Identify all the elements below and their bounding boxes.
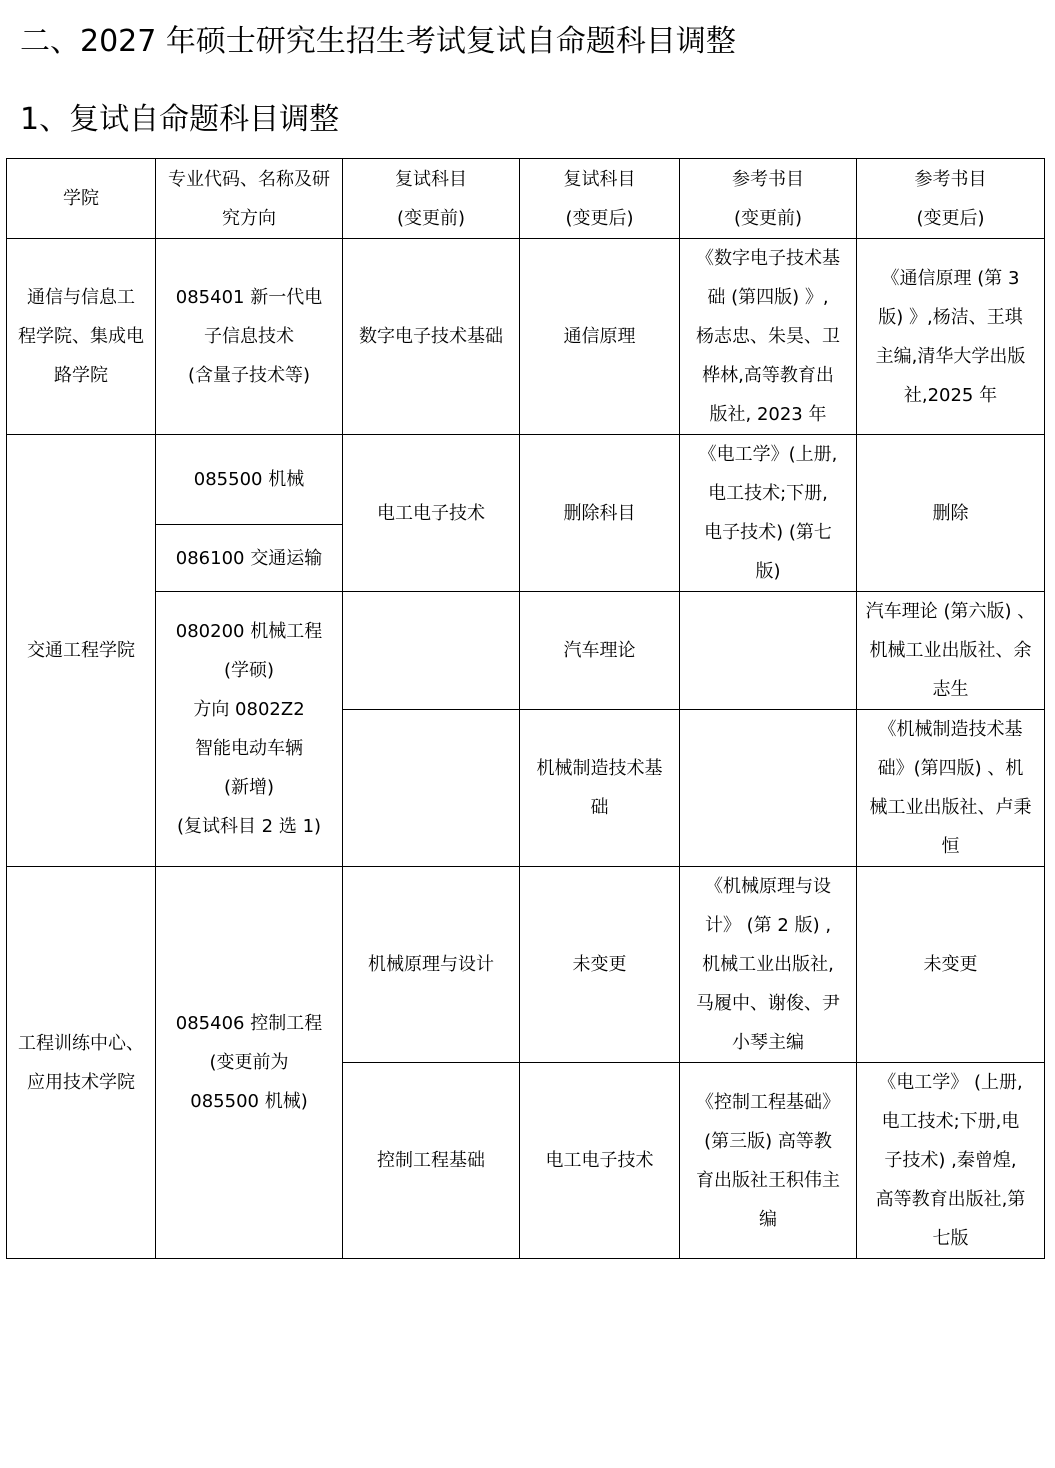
subject-after-cell: 汽车理论 xyxy=(520,592,680,710)
major-cell: 085401 新一代电 子信息技术 (含量子技术等) xyxy=(156,239,343,435)
subject-before-cell: 电工电子技术 xyxy=(343,435,520,592)
subject-before-cell: 机械原理与设计 xyxy=(343,867,520,1063)
table-header-row xyxy=(7,159,1045,239)
header-book-before: 参考书目 (变更前) xyxy=(680,159,857,239)
subject-after-cell: 机械制造技术基 础 xyxy=(520,710,680,867)
subject-after-cell: 未变更 xyxy=(520,867,680,1063)
table-row xyxy=(7,435,1045,525)
table-row xyxy=(7,239,1045,435)
book-before-cell xyxy=(680,710,857,867)
book-before-cell: 《数字电子技术基 础 (第四版) 》, 杨志忠、朱昊、卫 桦林,高等教育出 版社, 2023 年 xyxy=(680,239,857,435)
book-before-cell xyxy=(680,592,857,710)
subject-before-cell xyxy=(343,592,520,710)
book-after-cell: 汽车理论 (第六版) 、 机械工业出版社、余 志生 xyxy=(857,592,1045,710)
adjustment-table xyxy=(6,158,1045,1259)
subject-after-cell: 通信原理 xyxy=(520,239,680,435)
major-cell: 086100 交通运输 xyxy=(156,525,343,592)
major-cell: 085500 机械 xyxy=(156,435,343,525)
table-row xyxy=(7,592,1045,710)
major-cell: 080200 机械工程 (学硕) 方向 0802Z2 智能电动车辆 (新增) (复试科目 2 选 1) xyxy=(156,592,343,867)
header-major: 专业代码、名称及研 究方向 xyxy=(156,159,343,239)
subject-after-cell: 删除科目 xyxy=(520,435,680,592)
subject-after-cell: 电工电子技术 xyxy=(520,1063,680,1259)
subject-before-cell: 控制工程基础 xyxy=(343,1063,520,1259)
college-cell: 交通工程学院 xyxy=(7,435,156,867)
book-before-cell: 《电工学》(上册, 电工技术;下册, 电子技术) (第七 版) xyxy=(680,435,857,592)
book-after-cell: 删除 xyxy=(857,435,1045,592)
header-college: 学院 xyxy=(7,159,156,239)
header-subject-before: 复试科目 (变更前) xyxy=(343,159,520,239)
book-before-cell: 《控制工程基础》 (第三版) 高等教 育出版社王积伟主 编 xyxy=(680,1063,857,1259)
book-after-cell: 《电工学》 (上册, 电工技术;下册,电 子技术) ,秦曾煌, 高等教育出版社,第 七版 xyxy=(857,1063,1045,1259)
college-cell: 通信与信息工 程学院、集成电 路学院 xyxy=(7,239,156,435)
book-after-cell: 《通信原理 (第 3 版) 》,杨洁、王琪 主编,清华大学出版 社,2025 年 xyxy=(857,239,1045,435)
subject-before-cell xyxy=(343,710,520,867)
header-book-after: 参考书目 (变更后) xyxy=(857,159,1045,239)
section-heading: 二、2027 年硕士研究生招生考试复试自命题科目调整 xyxy=(20,24,736,59)
book-after-cell: 《机械制造技术基 础》(第四版) 、机 械工业出版社、卢秉 恒 xyxy=(857,710,1045,867)
table-row xyxy=(7,867,1045,1063)
college-cell: 工程训练中心、 应用技术学院 xyxy=(7,867,156,1259)
book-after-cell: 未变更 xyxy=(857,867,1045,1063)
subject-before-cell: 数字电子技术基础 xyxy=(343,239,520,435)
sub-heading: 1、复试自命题科目调整 xyxy=(20,102,340,137)
header-subject-after: 复试科目 (变更后) xyxy=(520,159,680,239)
book-before-cell: 《机械原理与设 计》 (第 2 版) , 机械工业出版社, 马履中、谢俊、尹 小琴主编 xyxy=(680,867,857,1063)
major-cell: 085406 控制工程 (变更前为 085500 机械) xyxy=(156,867,343,1259)
